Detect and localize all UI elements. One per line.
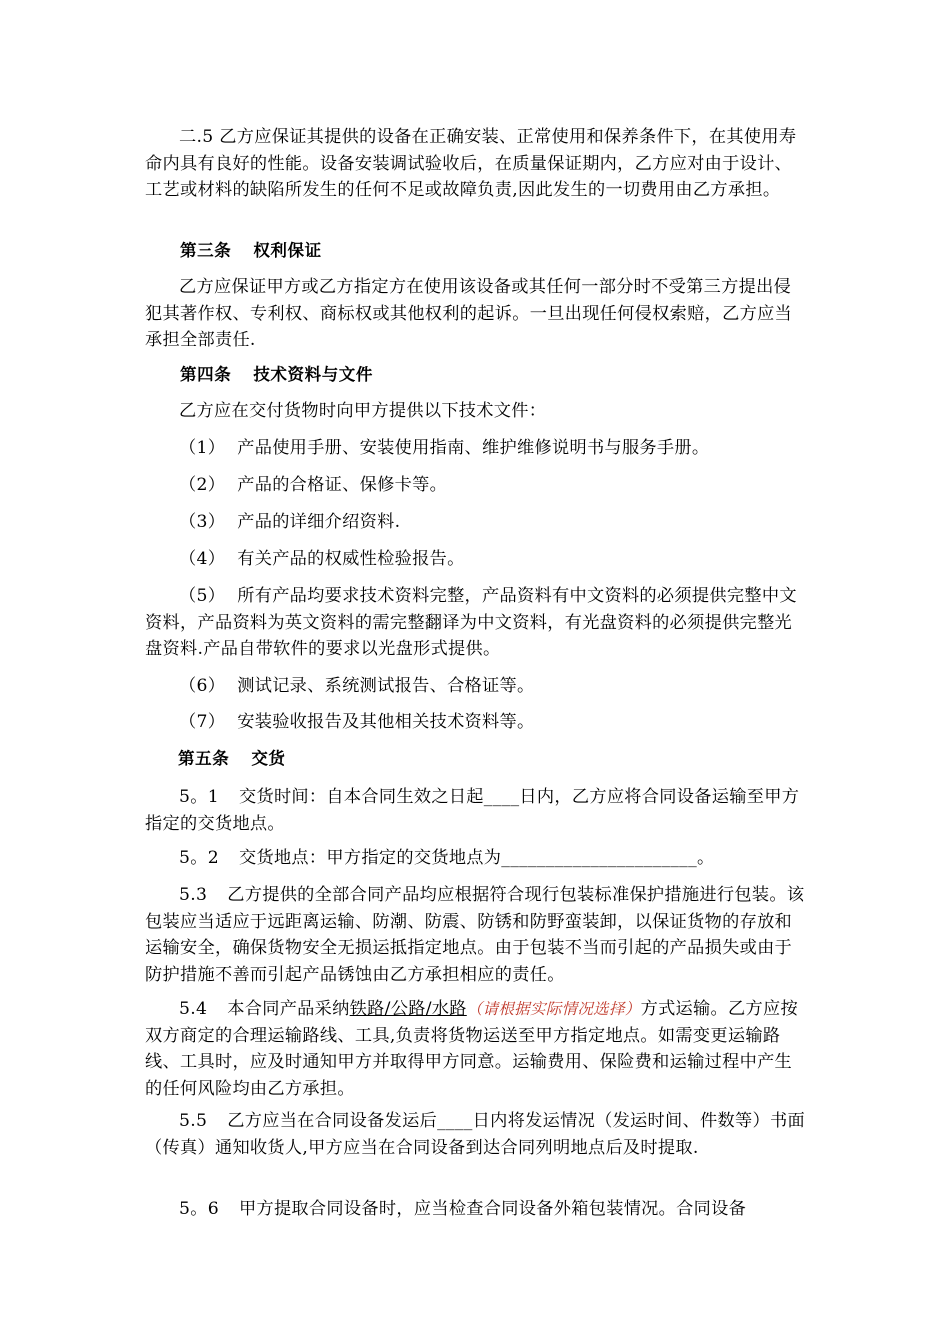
list-text: 产品的合格证、保修卡等。 bbox=[237, 475, 448, 495]
heading-article-4 bbox=[180, 362, 842, 389]
clause-text: 乙方应当在合同设备发运后 bbox=[227, 1111, 438, 1131]
list-text: 测试记录、系统测试报告、合格证等。 bbox=[237, 676, 535, 696]
list-number: （4） bbox=[179, 549, 226, 569]
clause-2-5 bbox=[145, 124, 807, 204]
clause-text: 本合同产品采纳 bbox=[227, 999, 350, 1019]
article-4-intro-text: 乙方应在交付货物时向甲方提供以下技术文件： bbox=[179, 401, 547, 421]
clause-number: 5。6 bbox=[179, 1199, 219, 1219]
clause-text: 交货时间：自本合同生效之日起 bbox=[238, 787, 484, 807]
clause-2-5-text: 二.5 乙方应保证其提供的设备在正确安装、正常使用和保养条件下，在其使用寿命内具有良好的性能。设备安装调试验收后，在质量保证期内，乙方应对由于设计、工艺或材料的缺陷所发生的任何不足或故障负责,因此发生的一切费用由乙方承担。 bbox=[145, 127, 797, 200]
list-text: 安装验收报告及其他相关技术资料等。 bbox=[237, 712, 535, 732]
blank-location: ______________________ bbox=[501, 848, 697, 868]
heading-article-5 bbox=[178, 746, 840, 773]
clause-number: 5。2 bbox=[179, 848, 219, 868]
heading-article-3 bbox=[180, 238, 842, 265]
clause-5-3 bbox=[145, 882, 807, 988]
clause-number: 5。1 bbox=[179, 787, 219, 807]
clause-5-5 bbox=[145, 1108, 807, 1161]
list-item bbox=[145, 509, 807, 536]
list-item bbox=[145, 472, 807, 499]
clause-number: 5.3 bbox=[179, 885, 208, 905]
blank-days: ____ bbox=[483, 787, 520, 807]
list-text: 产品使用手册、安装使用指南、维护维修说明书与服务手册。 bbox=[237, 438, 710, 458]
list-item bbox=[145, 583, 807, 663]
clause-5-2 bbox=[145, 845, 807, 872]
list-text: 所有产品均要求技术资料完整，产品资料有中文资料的必须提供完整中文资料，产品资料为英文资料的需完整翻译为中文资料，有光盘资料的必须提供完整光盘资料.产品自带软件的要求以光盘形式提供。 bbox=[145, 586, 797, 659]
article-4-intro bbox=[145, 398, 807, 425]
heading-number: 第三条 bbox=[180, 241, 232, 260]
clause-text: 方式运输。乙方应按双方商定的合理运输路线、工具,负责将货物运送至甲方指定地点。如需变更运输路线、工具时，应及时通知甲方并取得甲方同意。运输费用、保险费和运输过程中产生的任何风险均由乙方承担。 bbox=[145, 999, 798, 1099]
list-item bbox=[145, 435, 807, 462]
list-item bbox=[145, 709, 807, 736]
clause-5-1 bbox=[145, 784, 807, 837]
selection-note: （请根据实际情况选择） bbox=[466, 1000, 641, 1018]
list-text: 有关产品的权威性检验报告。 bbox=[237, 549, 465, 569]
heading-number: 第五条 bbox=[178, 749, 230, 768]
clause-text: 。 bbox=[696, 848, 715, 868]
list-number: （5） bbox=[179, 586, 226, 606]
list-number: （6） bbox=[179, 676, 226, 696]
heading-number: 第四条 bbox=[180, 365, 232, 384]
clause-text: 日内，乙方应将合同设备运输至甲方指定的交货地点。 bbox=[145, 787, 800, 834]
heading-title: 技术资料与文件 bbox=[253, 365, 374, 384]
list-item bbox=[145, 546, 807, 573]
article-3-text: 乙方应保证甲方或乙方指定方在使用该设备或其任何一部分时不受第三方提出侵犯其著作权、专利权、商标权或其他权利的起诉。一旦出现任何侵权索赔，乙方应当承担全部责任. bbox=[145, 277, 793, 350]
list-text: 产品的详细介绍资料. bbox=[237, 512, 401, 532]
article-3-body bbox=[145, 274, 807, 354]
clause-text: 甲方提取合同设备时，应当检查合同设备外箱包装情况。合同设备 bbox=[238, 1199, 747, 1219]
list-number: （3） bbox=[179, 512, 226, 532]
clause-number: 5.4 bbox=[179, 999, 208, 1019]
clause-text: 交货地点：甲方指定的交货地点为 bbox=[238, 848, 502, 868]
clause-text: 乙方提供的全部合同产品均应根据符合现行包装标准保护措施进行包装。该包装应当适应于远距离运输、防潮、防震、防锈和防野蛮装卸，以保证货物的存放和运输安全，确保货物安全无损运抵指定地点。由于包装不当而引起的产品损失或由于防护措施不善而引起产品锈蚀由乙方承担相应的责任。 bbox=[145, 885, 805, 985]
list-number: （1） bbox=[179, 438, 226, 458]
list-item bbox=[145, 673, 807, 700]
heading-title: 权利保证 bbox=[253, 241, 322, 260]
transport-options: 铁路/公路/水路 bbox=[349, 999, 467, 1019]
blank-days: ____ bbox=[437, 1111, 473, 1131]
clause-5-6 bbox=[145, 1196, 807, 1223]
heading-title: 交货 bbox=[251, 749, 286, 768]
list-number: （2） bbox=[179, 475, 226, 495]
list-number: （7） bbox=[179, 712, 226, 732]
clause-text: 日内将发运情况（发运时间、件数等）书面（传真）通知收货人,甲方应当在合同设备到达合同列明地点后及时提取. bbox=[145, 1111, 805, 1158]
clause-5-4 bbox=[145, 996, 807, 1102]
clause-number: 5.5 bbox=[179, 1111, 208, 1131]
